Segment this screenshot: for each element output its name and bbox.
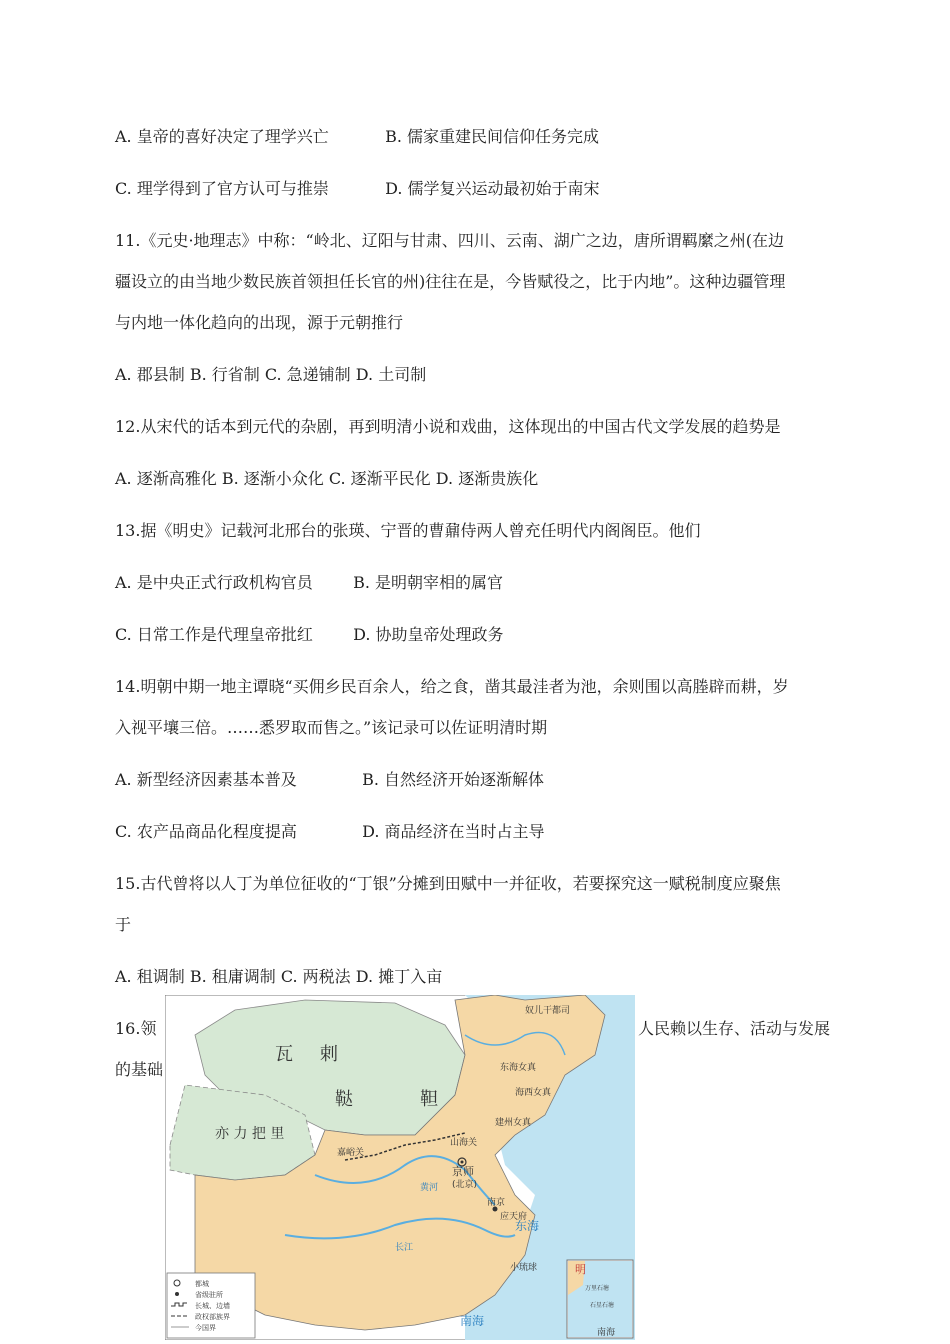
q10-option-row-1	[115, 126, 599, 148]
legend-modern: 今国界	[195, 1324, 216, 1332]
ming-dynasty-map	[165, 995, 635, 1340]
label-donghai: 东海女真	[500, 1063, 537, 1073]
q14-option-a: A. 新型经济因素基本普及	[115, 770, 297, 789]
q15-stem-line-1: 15.古代曾将以人丁为单位征收的“丁银”分摊到田赋中一并征收，若要探究这一赋税制度应聚焦	[115, 874, 781, 893]
q11-stem-line-3: 与内地一体化趋向的出现，源于元朝推行	[115, 313, 404, 332]
label-haixi: 海西女真	[515, 1088, 552, 1098]
q10-option-row-2	[115, 178, 600, 200]
label-changjiang: 长江	[395, 1243, 414, 1253]
q16-stem-right-1: 人民赖以生存、活动与发展	[638, 1019, 831, 1038]
legend-province: 省级驻所	[195, 1291, 223, 1299]
q13-option-a: A. 是中央正式行政机构官员	[115, 573, 313, 592]
legend-wall: 长城、边墙	[195, 1302, 230, 1310]
q13-stem: 13.据《明史》记载河北邢台的张瑛、宁晋的曹鼐侍两人曾充任明代内阁阁臣。他们	[115, 521, 701, 540]
q14-option-row-2	[115, 821, 545, 843]
q13-option-d: D. 协助皇帝处理政务	[353, 625, 504, 644]
label-donghai-sea: 东海	[515, 1219, 540, 1233]
q10-option-d: D. 儒学复兴运动最初始于南宋	[385, 179, 600, 198]
label-jianzhou: 建州女真	[495, 1118, 532, 1128]
legend-border: 政权部族界	[195, 1313, 230, 1321]
capital-marker-dot	[461, 1161, 464, 1164]
q16-stem-left-1: 16.领	[115, 1019, 157, 1038]
q15-options: A. 租调制 B. 租庸调制 C. 两税法 D. 摊丁入亩	[115, 967, 443, 986]
q14-option-row-1	[115, 769, 544, 791]
q10-option-a: A. 皇帝的喜好决定了理学兴亡	[115, 127, 329, 146]
inset-label-nanhai: 南海	[597, 1328, 616, 1338]
q16-stem-left-2: 的基础	[115, 1060, 164, 1079]
q14-option-d: D. 商品经济在当时占主导	[362, 822, 545, 841]
label-wala-1: 瓦	[275, 1044, 293, 1065]
q12-options: A. 逐渐高雅化 B. 逐渐小众化 C. 逐渐平民化 D. 逐渐贵族化	[115, 469, 539, 488]
label-dada-2: 靼	[420, 1089, 438, 1110]
label-yingtianfu: 应天府	[500, 1212, 528, 1222]
q13-option-row-1	[115, 572, 503, 594]
q14-stem-line-1: 14.明朝中期一地主谭晓“买佣乡民百余人，给之食，凿其最洼者为池，余则围以高塍辟而耕，岁	[115, 677, 789, 696]
q13-option-b: B. 是明朝宰相的属官	[353, 573, 504, 592]
label-jingshi: 京师	[452, 1165, 474, 1178]
q14-option-c: C. 农产品商品化程度提高	[115, 822, 297, 841]
q11-options: A. 郡县制 B. 行省制 C. 急递铺制 D. 土司制	[115, 365, 427, 384]
label-nanhai: 南海	[460, 1314, 485, 1328]
q10-option-c: C. 理学得到了官方认可与推崇	[115, 179, 329, 198]
label-beijing: (北京)	[452, 1180, 478, 1190]
q14-option-b: B. 自然经济开始逐渐解体	[362, 770, 545, 789]
label-dada-1: 鞑	[335, 1089, 353, 1110]
label-huanghe: 黄河	[420, 1183, 439, 1193]
legend-province-icon	[175, 1292, 179, 1296]
inset-label-shitang: 石星石塘	[590, 1302, 615, 1309]
label-shanhaiguan: 山海关	[450, 1138, 478, 1148]
legend-capital: 都城	[195, 1280, 209, 1288]
label-nanjing: 南京	[487, 1198, 506, 1208]
q13-option-c: C. 日常工作是代理皇帝批红	[115, 625, 313, 644]
q11-stem-line-1: 11.《元史·地理志》中称：“岭北、辽阳与甘肃、四川、云南、湖广之边，唐所谓羁縻之州(在边	[115, 231, 784, 250]
label-xiaoliuqiu: 小琉球	[510, 1263, 538, 1273]
label-wala-2: 剌	[320, 1044, 338, 1065]
q12-stem: 12.从宋代的话本到元代的杂剧，再到明清小说和戏曲，这体现出的中国古代文学发展的趋势是	[115, 417, 781, 436]
label-jiayuguan: 嘉峪关	[337, 1148, 365, 1158]
inset-label-ming: 明	[575, 1263, 586, 1276]
map-legend	[167, 1273, 255, 1338]
label-nuergan: 奴儿干都司	[525, 1006, 571, 1016]
label-yili: 亦 力 把 里	[215, 1126, 285, 1142]
q14-stem-line-2: 入视平壤三倍。……悉罗取而售之。”该记录可以佐证明清时期	[115, 718, 548, 737]
q10-option-b: B. 儒家重建民间信仰任务完成	[385, 127, 600, 146]
q15-stem-line-2: 于	[115, 915, 132, 934]
q11-stem-line-2: 疆设立的由当地少数民族首领担任长官的州)往往在是，今皆赋役之，比于内地”。这种边疆管理	[115, 272, 786, 291]
inset-label-wanli: 万里石塘	[585, 1285, 610, 1292]
south-china-sea-inset	[567, 1260, 633, 1338]
q13-option-row-2	[115, 624, 504, 646]
